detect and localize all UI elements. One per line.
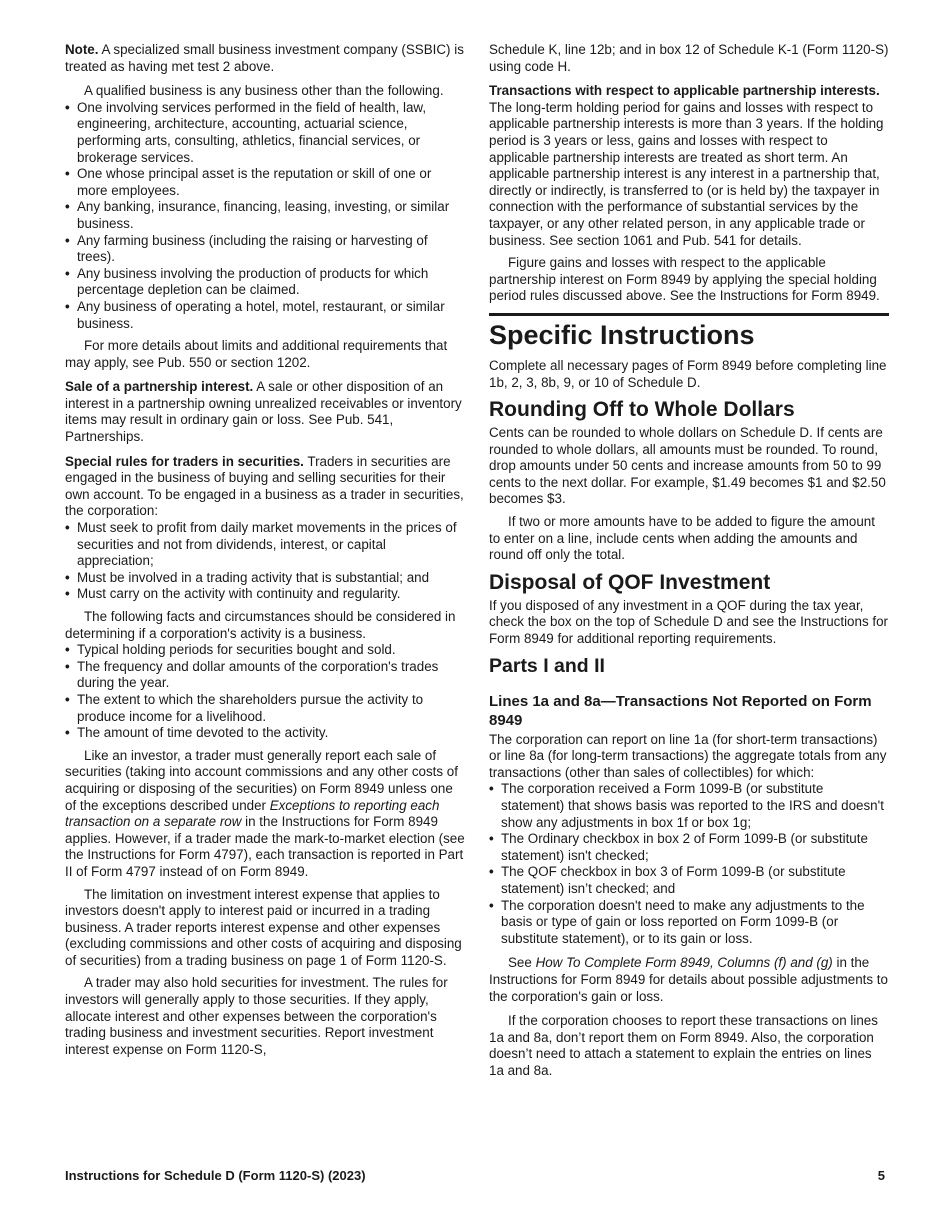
list-item: • The corporation doesn't need to make any adjustments to the basis or type of gain or loss reported on Form 1099-B (or substitute statement), or to its gain or loss. [489, 898, 889, 948]
footer-title: Instructions for Schedule D (Form 1120-S) (2023) [65, 1168, 366, 1183]
partnership-paragraph: Sale of a partnership interest. A sale or other disposition of an interest in a partnership owning unrealized receivables or inventory items may result in ordinary gain or loss. See Pub. 541, Partnerships. [65, 379, 462, 445]
list-item: • One involving services performed in the field of health, law, engineering, architecture, accounting, actuarial science, performing arts, consulting, athletics, financial services, or brokerage services. [65, 100, 465, 166]
list-item: • Must carry on the activity with continuity and regularity. [65, 586, 465, 603]
rounding-text: Cents can be rounded to whole dollars on Schedule D. If cents are rounded to whole dollars, all amounts must be rounded. To round, drop amounts under 50 cents and increase amounts from 50 to 99 cents to the next dollar. For example, $1.49 becomes $1 and $2.50 becomes $3. [489, 425, 886, 507]
list-item: • Must be involved in a trading activity that is substantial; and [65, 570, 465, 587]
rounding-text-2: If two or more amounts have to be added to figure the amount to enter on a line, include cents when adding the amounts and round off only the total. [489, 514, 875, 563]
api-paragraph: Transactions with respect to applicable partnership interests. The long-term holding period for gains and losses with respect to applicable partnership interests is more than 3 years. If the holding period is 3 years or less, gains and losses with respect to applicable partnership interests are treated as short term. An applicable partnership interest is any interest in a partnership that, directly or indirectly, is transferred to (or is held by) the taxpayer in connection with the performance of substantial services by the taxpayer, or any other related person, in any applicable trade or business. See section 1061 and Pub. 541 for details. [489, 83, 884, 248]
list-item: • Any business involving the production of products for which percentage depletion can be claimed. [65, 266, 465, 299]
list-item: • Any business of operating a hotel, motel, restaurant, or similar business. [65, 299, 465, 332]
parts-heading: Parts I and II [489, 654, 605, 677]
list-item: • The extent to which the shareholders pursue the activity to produce income for a livelihood. [65, 692, 465, 725]
list-item: • Any banking, insurance, financing, leasing, investing, or similar business. [65, 199, 465, 232]
list-item: • The frequency and dollar amounts of the corporation's trades during the year. [65, 659, 465, 692]
note-paragraph: Note. A specialized small business investment company (SSBIC) is treated as having met test 2 above. [65, 42, 464, 74]
note-head: Note. [65, 42, 99, 57]
facts-intro: The following facts and circumstances should be considered in determining if a corporation's activity is a business. [65, 609, 456, 641]
list-item: • The Ordinary checkbox in box 2 of Form 1099-B (or substitute statement) isn't checked; [489, 831, 889, 864]
section-divider [489, 313, 889, 316]
more-details: For more details about limits and additional requirements that may apply, see Pub. 550 or section 1202. [65, 338, 448, 370]
investor-paragraph: Like an investor, a trader must generally report each sale of securities (taking into account commissions and any other costs of acquiring or disposing of the securities) on Form 8949 unless one of the exceptions described under Exceptions to reporting each transaction on a separate row in the Instructions for Form 8949 applies. However, if a trader made the mark-to-market election (see the Instructions for Form 4797), each transaction is reported in Part II of Form 4797 instead of on Form 8949. [65, 747, 465, 879]
page-number: 5 [877, 1168, 885, 1183]
list-item: • Typical holding periods for securities bought and sold. [65, 642, 465, 659]
traders-paragraph: Special rules for traders in securities. Traders in securities are engaged in the business of buying and selling securities for their own account. To be engaged in a business as a trader in securities, the corporation: [65, 453, 464, 519]
continued-paragraph: Schedule K, line 12b; and in box 12 of Schedule K-1 (Form 1120-S) using code H. [489, 42, 889, 74]
lines-heading: Lines 1a and 8a—Transactions Not Reported on Form 8949 [489, 692, 872, 729]
list-item: • Must seek to profit from daily market movements in the prices of securities and not from dividends, interest, or capital appreciation; [65, 520, 465, 570]
left-column [65, 42, 465, 1064]
list-item: • Any farming business (including the raising or harvesting of trees). [65, 233, 465, 266]
specific-text: Complete all necessary pages of Form 8949 before completing line 1b, 2, 3, 8b, 9, or 10 of Schedule D. [489, 357, 887, 390]
list-item: • The corporation received a Form 1099-B (or substitute statement) that shows basis was reported to the IRS and doesn't show any adjustments in box 1f or box 1g; [489, 781, 889, 831]
page-footer [65, 1168, 885, 1183]
list-item: • The QOF checkbox in box 3 of Form 1099-B (or substitute statement) isn’t checked; and [489, 864, 889, 897]
qualified-intro: A qualified business is any business other than the following. [84, 83, 444, 99]
figure-gains-paragraph: Figure gains and losses with respect to the applicable partnership interest on Form 8949 by applying the special holding period rules discussed above. See the Instructions for Form 8949. [489, 255, 880, 304]
list-item: • The amount of time devoted to the activity. [65, 725, 465, 742]
list-item: • One whose principal asset is the reputation or skill of one or more employees. [65, 166, 465, 199]
lines-text: The corporation can report on line 1a (for short-term transactions) or line 8a (for long-term transactions) the aggregate totals from any transactions (other than sales of collectibles) for which: [489, 731, 887, 780]
right-column [489, 42, 889, 1086]
limitation-paragraph: The limitation on investment interest expense that applies to investors doesn't apply to interest paid or incurred in a trading business. A trader reports interest expense and other expenses (excluding commissions and other costs of acquiring and disposing of securities) from a trading business on page 1 of Form 1120-S. [65, 886, 462, 968]
rounding-heading: Rounding Off to Whole Dollars [489, 398, 795, 422]
hold-securities-paragraph: A trader may also hold securities for investment. The rules for investors will generally apply to those securities. If they apply, allocate interest and other expenses between the corporation's trading business and investment securities. Report investment interest expense on Form 1120-S, [65, 975, 448, 1057]
qof-heading: Disposal of QOF Investment [489, 570, 771, 594]
qof-text: If you disposed of any investment in a QOF during the tax year, check the box on the top of Schedule D and see the Instructions for Form 8949 for additional reporting requirements. [489, 597, 888, 647]
see-paragraph: See How To Complete Form 8949, Columns (f) and (g) in the Instructions for Form 8949 for details about possible adjustments to the corporation's gain or loss. [489, 955, 888, 1004]
if-chooses-paragraph: If the corporation chooses to report these transactions on lines 1a and 8a, don’t report them on Form 8949. Also, the corporation doesn’t need to attach a statement to explain the entries on lines 1a and 8a. [489, 1013, 878, 1078]
specific-instructions-heading: Specific Instructions [489, 319, 755, 350]
